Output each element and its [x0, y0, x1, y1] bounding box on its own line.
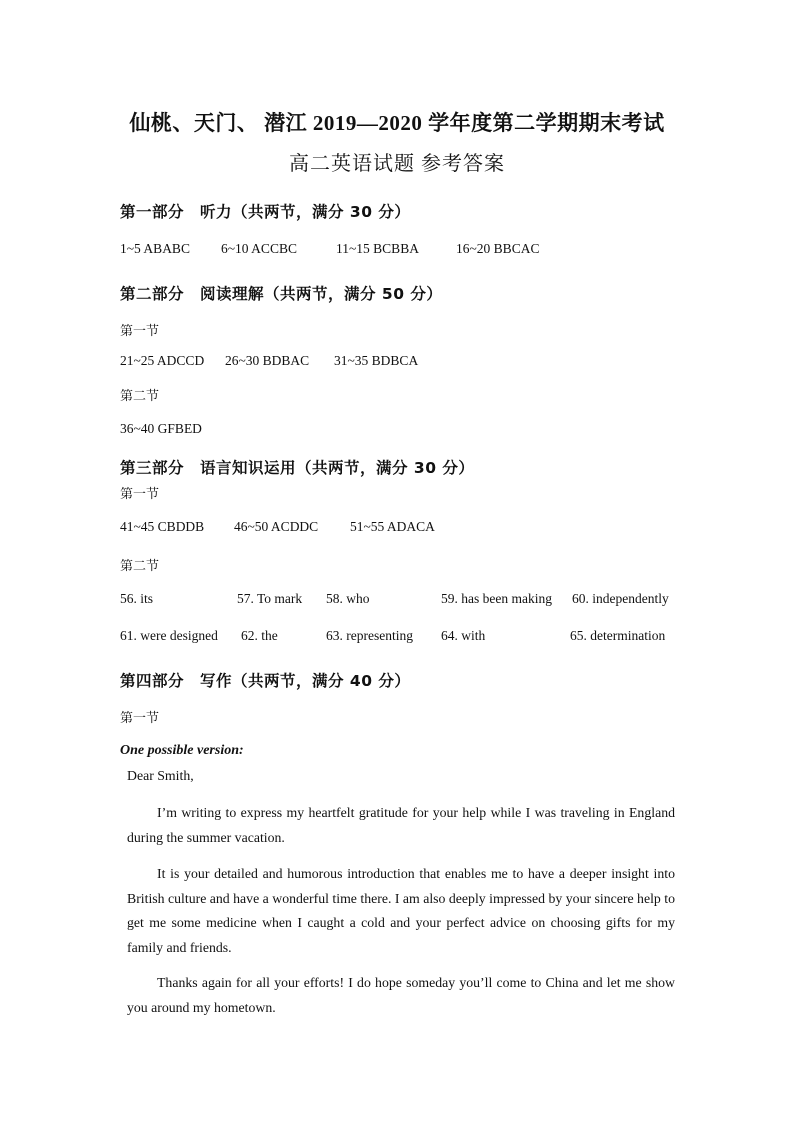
section-label: 第一节 [120, 487, 160, 502]
answer-group: 1~5 ABABC [120, 241, 190, 256]
answer-group: 21~25 ADCCD [120, 353, 205, 368]
blank-answer: 65. determination [570, 628, 666, 643]
answer-group: 36~40 GFBED [120, 421, 202, 436]
letter-paragraph: I’m writing to express my heartfelt gratitude for your help while I was traveling in England during the summer vacation. [127, 805, 675, 845]
part2-number: 第二部分 [120, 285, 185, 303]
blank-answer: 62. the [241, 628, 278, 643]
blank-answer: 61. were designed [120, 628, 218, 643]
blank-answer: 63. representing [326, 628, 413, 643]
document-subtitle: 高二英语试题 参考答案 [289, 153, 505, 175]
part3-number: 第三部分 [120, 459, 185, 477]
part2-heading [120, 282, 442, 304]
section-label: 第一节 [120, 711, 160, 726]
part2-title: 阅读理解（共两节，满分 50 分） [200, 285, 443, 303]
blank-answer: 57. To mark [237, 591, 303, 606]
answer-group: 46~50 ACDDC [234, 519, 319, 534]
section-label: 第一节 [120, 324, 160, 339]
document-title: 仙桃、天门、 潜江 2019—2020 学年度第二学期期末考试 [129, 111, 665, 135]
part1-heading [120, 200, 410, 222]
answer-group: 26~30 BDBAC [225, 353, 310, 368]
blank-answer: 58. who [326, 591, 370, 606]
answer-group: 31~35 BDBCA [334, 353, 419, 368]
version-label: One possible version: [120, 743, 244, 758]
blank-answer: 59. has been making [441, 591, 552, 606]
blank-answer: 60. independently [572, 591, 669, 606]
section-label: 第二节 [120, 389, 160, 404]
letter-paragraph: It is your detailed and humorous introduction that enables me to have a deeper insight into British culture and have a wonderful time there. I am also deeply impressed by your sincere help to get me some medicine when I caught a cold and your perfect advice on choosing gifts for my family and friends. [127, 866, 675, 955]
part3-title: 语言知识运用（共两节，满分 30 分） [200, 459, 475, 477]
answer-group: 6~10 ACCBC [221, 241, 297, 256]
blank-answer: 64. with [441, 628, 486, 643]
part4-heading [120, 669, 410, 691]
answer-group: 16~20 BBCAC [456, 241, 540, 256]
blank-answer: 56. its [120, 591, 154, 606]
letter-greeting: Dear Smith, [127, 768, 194, 783]
part4-number: 第四部分 [120, 672, 185, 690]
part4-title: 写作（共两节，满分 40 分） [200, 672, 411, 690]
answer-group: 51~55 ADACA [350, 519, 435, 534]
part3-heading [120, 456, 474, 478]
part1-title: 听力（共两节，满分 30 分） [200, 203, 411, 221]
letter-paragraph: Thanks again for all your efforts! I do hope someday you’ll come to China and let me show you around my hometown. [127, 975, 675, 1015]
answer-group: 41~45 CBDDB [120, 519, 205, 534]
section-label: 第二节 [120, 559, 160, 574]
part1-number: 第一部分 [120, 203, 185, 221]
answer-group: 11~15 BCBBA [336, 241, 419, 256]
